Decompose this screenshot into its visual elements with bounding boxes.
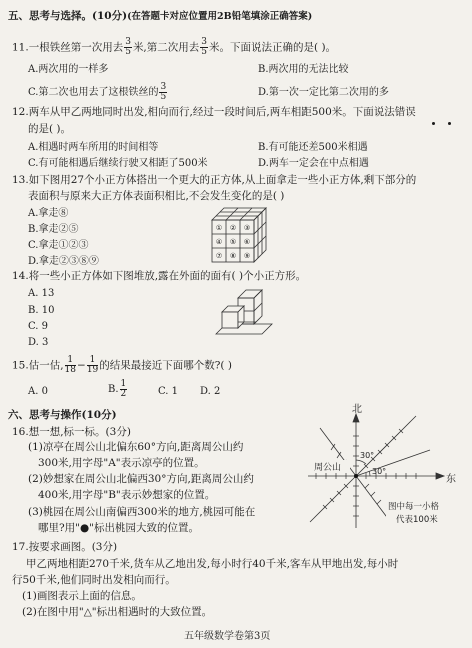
cube-label: ③ bbox=[243, 224, 251, 232]
scale-note-line1: 图中每一小格 bbox=[388, 502, 440, 512]
q14-option-a[interactable]: A. 13 bbox=[28, 288, 55, 299]
q12-option-c[interactable]: C.有可能相遇后继续行驶又相距了500米 bbox=[28, 158, 208, 169]
place-label: 周公山 bbox=[314, 463, 342, 473]
origin-point bbox=[354, 474, 358, 478]
q17-stem: 17.按要求画图。(3分) bbox=[12, 541, 118, 553]
q15-option-a[interactable]: A. 0 bbox=[28, 386, 48, 397]
q13-option-b[interactable]: B.拿走②⑤ bbox=[28, 224, 79, 235]
angle-arc bbox=[369, 471, 370, 476]
q14-option-b[interactable]: B. 10 bbox=[28, 305, 55, 316]
q16-part3-line2: 哪里?用"●"标出桃园大致的位置。 bbox=[38, 522, 199, 534]
section-6-title: 六、思考与操作(10分) bbox=[8, 409, 117, 421]
angle-arc bbox=[356, 460, 366, 464]
q11-option-c[interactable] bbox=[28, 83, 168, 102]
q16-part2-line2: 400米,用字母"B"表示妙想家的位置。 bbox=[38, 489, 216, 501]
cube-label: ⑦ bbox=[215, 252, 223, 260]
q17-part1: (1)画图表示上面的信息。 bbox=[22, 590, 142, 602]
q16-part2-line1: (2)妙想家在周公山北偏西30°方向,距离周公山约 bbox=[28, 473, 254, 485]
compass-map[interactable] bbox=[300, 400, 466, 540]
q11-fraction-1: $\frac{3}{5}$ bbox=[125, 37, 131, 57]
north-arrow-icon bbox=[353, 414, 359, 422]
q15-option-b-label: B. bbox=[108, 384, 119, 395]
q17-text-line1: 甲乙两地相距270千米,货车从乙地出发,每小时行40千米,客车从甲地出发,每小时 bbox=[26, 558, 399, 570]
q15-fraction-1: $\frac{1}{18}$ bbox=[64, 355, 76, 375]
southwest-ray bbox=[310, 476, 356, 522]
angle-label-north: 30° bbox=[360, 451, 375, 460]
q17-part2: (2)在图中用"△"标出相遇时的大致位置。 bbox=[22, 606, 213, 618]
q12-stem-line2: 的是( )。 bbox=[28, 123, 72, 135]
q15-option-b-fraction: $\frac{1}{2}$ bbox=[120, 379, 127, 399]
q12-option-d[interactable]: D.两车一定会在中点相遇 bbox=[258, 158, 369, 169]
section-5-note: (在答题卡对应位置用2B铅笔填涂正确答案) bbox=[127, 11, 313, 22]
q11-text-b: 米,第二次用去 bbox=[132, 41, 200, 54]
cube-label: ② bbox=[229, 224, 237, 232]
q11-stem bbox=[12, 38, 336, 57]
q15-text-a: 15.估一估, bbox=[12, 359, 64, 372]
emphasis-dot bbox=[448, 122, 451, 125]
q13-option-a[interactable]: A.拿走⑧ bbox=[28, 208, 69, 219]
q15-option-d[interactable]: D. 2 bbox=[200, 386, 221, 397]
cube-figure bbox=[210, 206, 272, 264]
q13-option-d[interactable]: D.拿走②③⑧⑨ bbox=[28, 256, 99, 267]
q11-option-d[interactable]: D.第一次一定比第二次用的多 bbox=[258, 87, 389, 98]
q13-option-c[interactable]: C.拿走①②③ bbox=[28, 240, 89, 251]
q15-stem bbox=[12, 356, 232, 375]
cube-label: ⑤ bbox=[229, 238, 237, 246]
cube-label: ① bbox=[215, 224, 223, 232]
q11-option-c-fraction: $\frac{3}{5}$ bbox=[160, 82, 167, 102]
q15-text-b: 的结果最接近下面哪个数?( ) bbox=[99, 359, 232, 372]
q16-part1-line2: 300米,用字母"A"表示凉亭的位置。 bbox=[38, 457, 205, 469]
north-label: 北 bbox=[352, 404, 362, 415]
q15-option-b[interactable] bbox=[108, 380, 128, 399]
q16-part3-line1: (3)桃园在周公山南偏西300米的地方,桃园可能在 bbox=[28, 506, 256, 518]
cube-label: ⑨ bbox=[243, 252, 251, 260]
q16-stem: 16.想一想,标一标。(3分) bbox=[12, 426, 131, 438]
q12-option-b[interactable]: B.有可能还差500米相遇 bbox=[258, 142, 368, 153]
q11-text-c: 米。下面说法正确的是( )。 bbox=[209, 41, 337, 54]
q14-stem: 14.将一些小正方体如下图堆放,露在外面的面有( )个小正方形。 bbox=[12, 270, 307, 282]
q11-text-a: 11.一根铁丝第一次用去 bbox=[12, 41, 124, 54]
q15-option-c[interactable]: C. 1 bbox=[158, 386, 179, 397]
q12-stem-line1: 12.两车从甲乙两地同时出发,相向而行,经过一段时间后,两车相距500米。下面说法错误 bbox=[12, 106, 416, 118]
q13-stem-line2: 表面积与原来大正方体表面积相比,不会发生变化的是( ) bbox=[28, 190, 285, 202]
east-label: 东 bbox=[446, 474, 456, 485]
cube-label: ⑥ bbox=[243, 238, 251, 246]
q16-part1-line1: (1)凉亭在周公山北偏东60°方向,距离周公山约 bbox=[28, 441, 244, 453]
q17-text-line2: 行50千米,他们同时出发相向而行。 bbox=[12, 574, 176, 586]
east-arrow-icon bbox=[436, 473, 444, 479]
minus-sign: − bbox=[77, 359, 86, 372]
q11-fraction-2: $\frac{3}{5}$ bbox=[201, 37, 208, 57]
q14-option-d[interactable]: D. 3 bbox=[28, 337, 49, 348]
scale-note-line2: 代表100米 bbox=[396, 515, 438, 525]
q13-stem-line1: 13.如下图用27个小正方体搭出一个更大的正方体,从上面拿走一些小正方体,剩下部分的 bbox=[12, 174, 417, 186]
q11-option-a[interactable]: A.两次用的一样多 bbox=[28, 64, 109, 75]
section-5-title bbox=[8, 10, 312, 23]
q15-fraction-2: $\frac{1}{19}$ bbox=[86, 355, 99, 375]
section-5-heading: 五、思考与选择。(10分) bbox=[8, 10, 128, 22]
emphasis-dot bbox=[432, 122, 435, 125]
page-footer: 五年级数学卷第3页 bbox=[184, 631, 271, 642]
cube-label: ⑧ bbox=[229, 252, 237, 260]
q11-option-b[interactable]: B.两次用的无法比较 bbox=[258, 64, 349, 75]
angle-label-east: 30° bbox=[372, 467, 387, 476]
q12-option-a[interactable]: A.相遇时两车所用的时间相等 bbox=[28, 142, 159, 153]
q11-option-c-text: C.第二次也用去了这根铁丝的 bbox=[28, 87, 159, 98]
stacked-cubes-figure bbox=[212, 288, 274, 338]
cube-label: ④ bbox=[215, 238, 223, 246]
q14-option-c[interactable]: C. 9 bbox=[28, 321, 49, 332]
